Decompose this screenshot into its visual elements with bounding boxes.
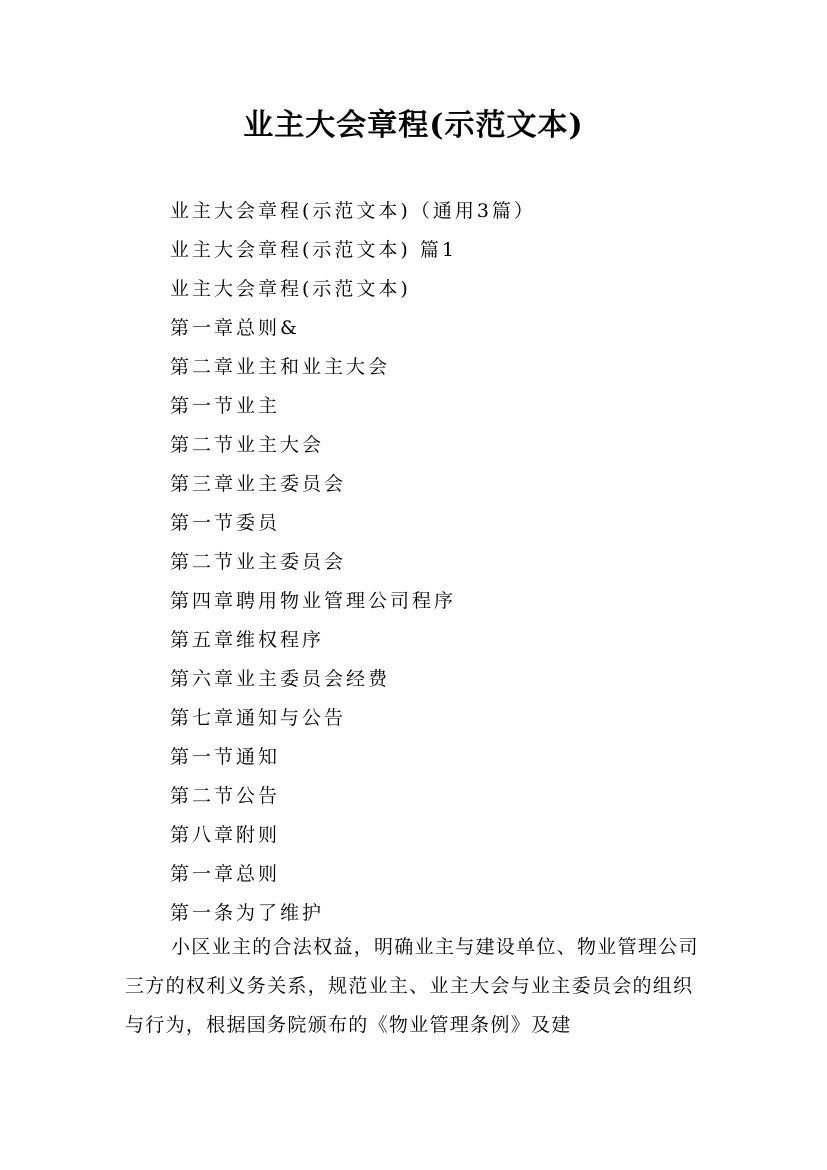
toc-item: 第六章业主委员会经费 [170,668,391,690]
toc-item: 第二章业主和业主大会 [170,356,391,378]
toc-item: 第二节业主大会 [170,434,325,456]
toc-item: 第一条为了维护 [170,902,325,924]
body-paragraph: 小区业主的合法权益，明确业主与建设单位、物业管理公司三方的权利义务关系，规范业主、业主大会与业主委员会的组织与行为，根据国务院颁布的《物业管理条例》及建 [125,936,699,1036]
toc-item: 第七章通知与公告 [170,707,347,729]
toc-item: 第一章总则& [170,317,300,339]
toc-item: 业主大会章程(示范文本)（通用3篇） [170,200,536,222]
toc-item: 业主大会章程(示范文本) 篇1 [170,239,457,261]
document-title: 业主大会章程(示范文本) [243,108,584,143]
toc-item: 第一节通知 [170,746,281,768]
toc-item: 第一节业主 [170,395,281,417]
toc-item: 第五章维权程序 [170,629,325,651]
toc-item: 第八章附则 [170,824,281,846]
toc-item: 第三章业主委员会 [170,473,347,495]
table-of-contents [170,193,536,934]
toc-item: 第二节业主委员会 [170,551,347,573]
toc-item: 第四章聘用物业管理公司程序 [170,590,457,612]
toc-item: 第一章总则 [170,863,281,885]
toc-item: 第二节公告 [170,785,281,807]
toc-item: 业主大会章程(示范文本) [170,278,411,300]
toc-item: 第一节委员 [170,512,281,534]
